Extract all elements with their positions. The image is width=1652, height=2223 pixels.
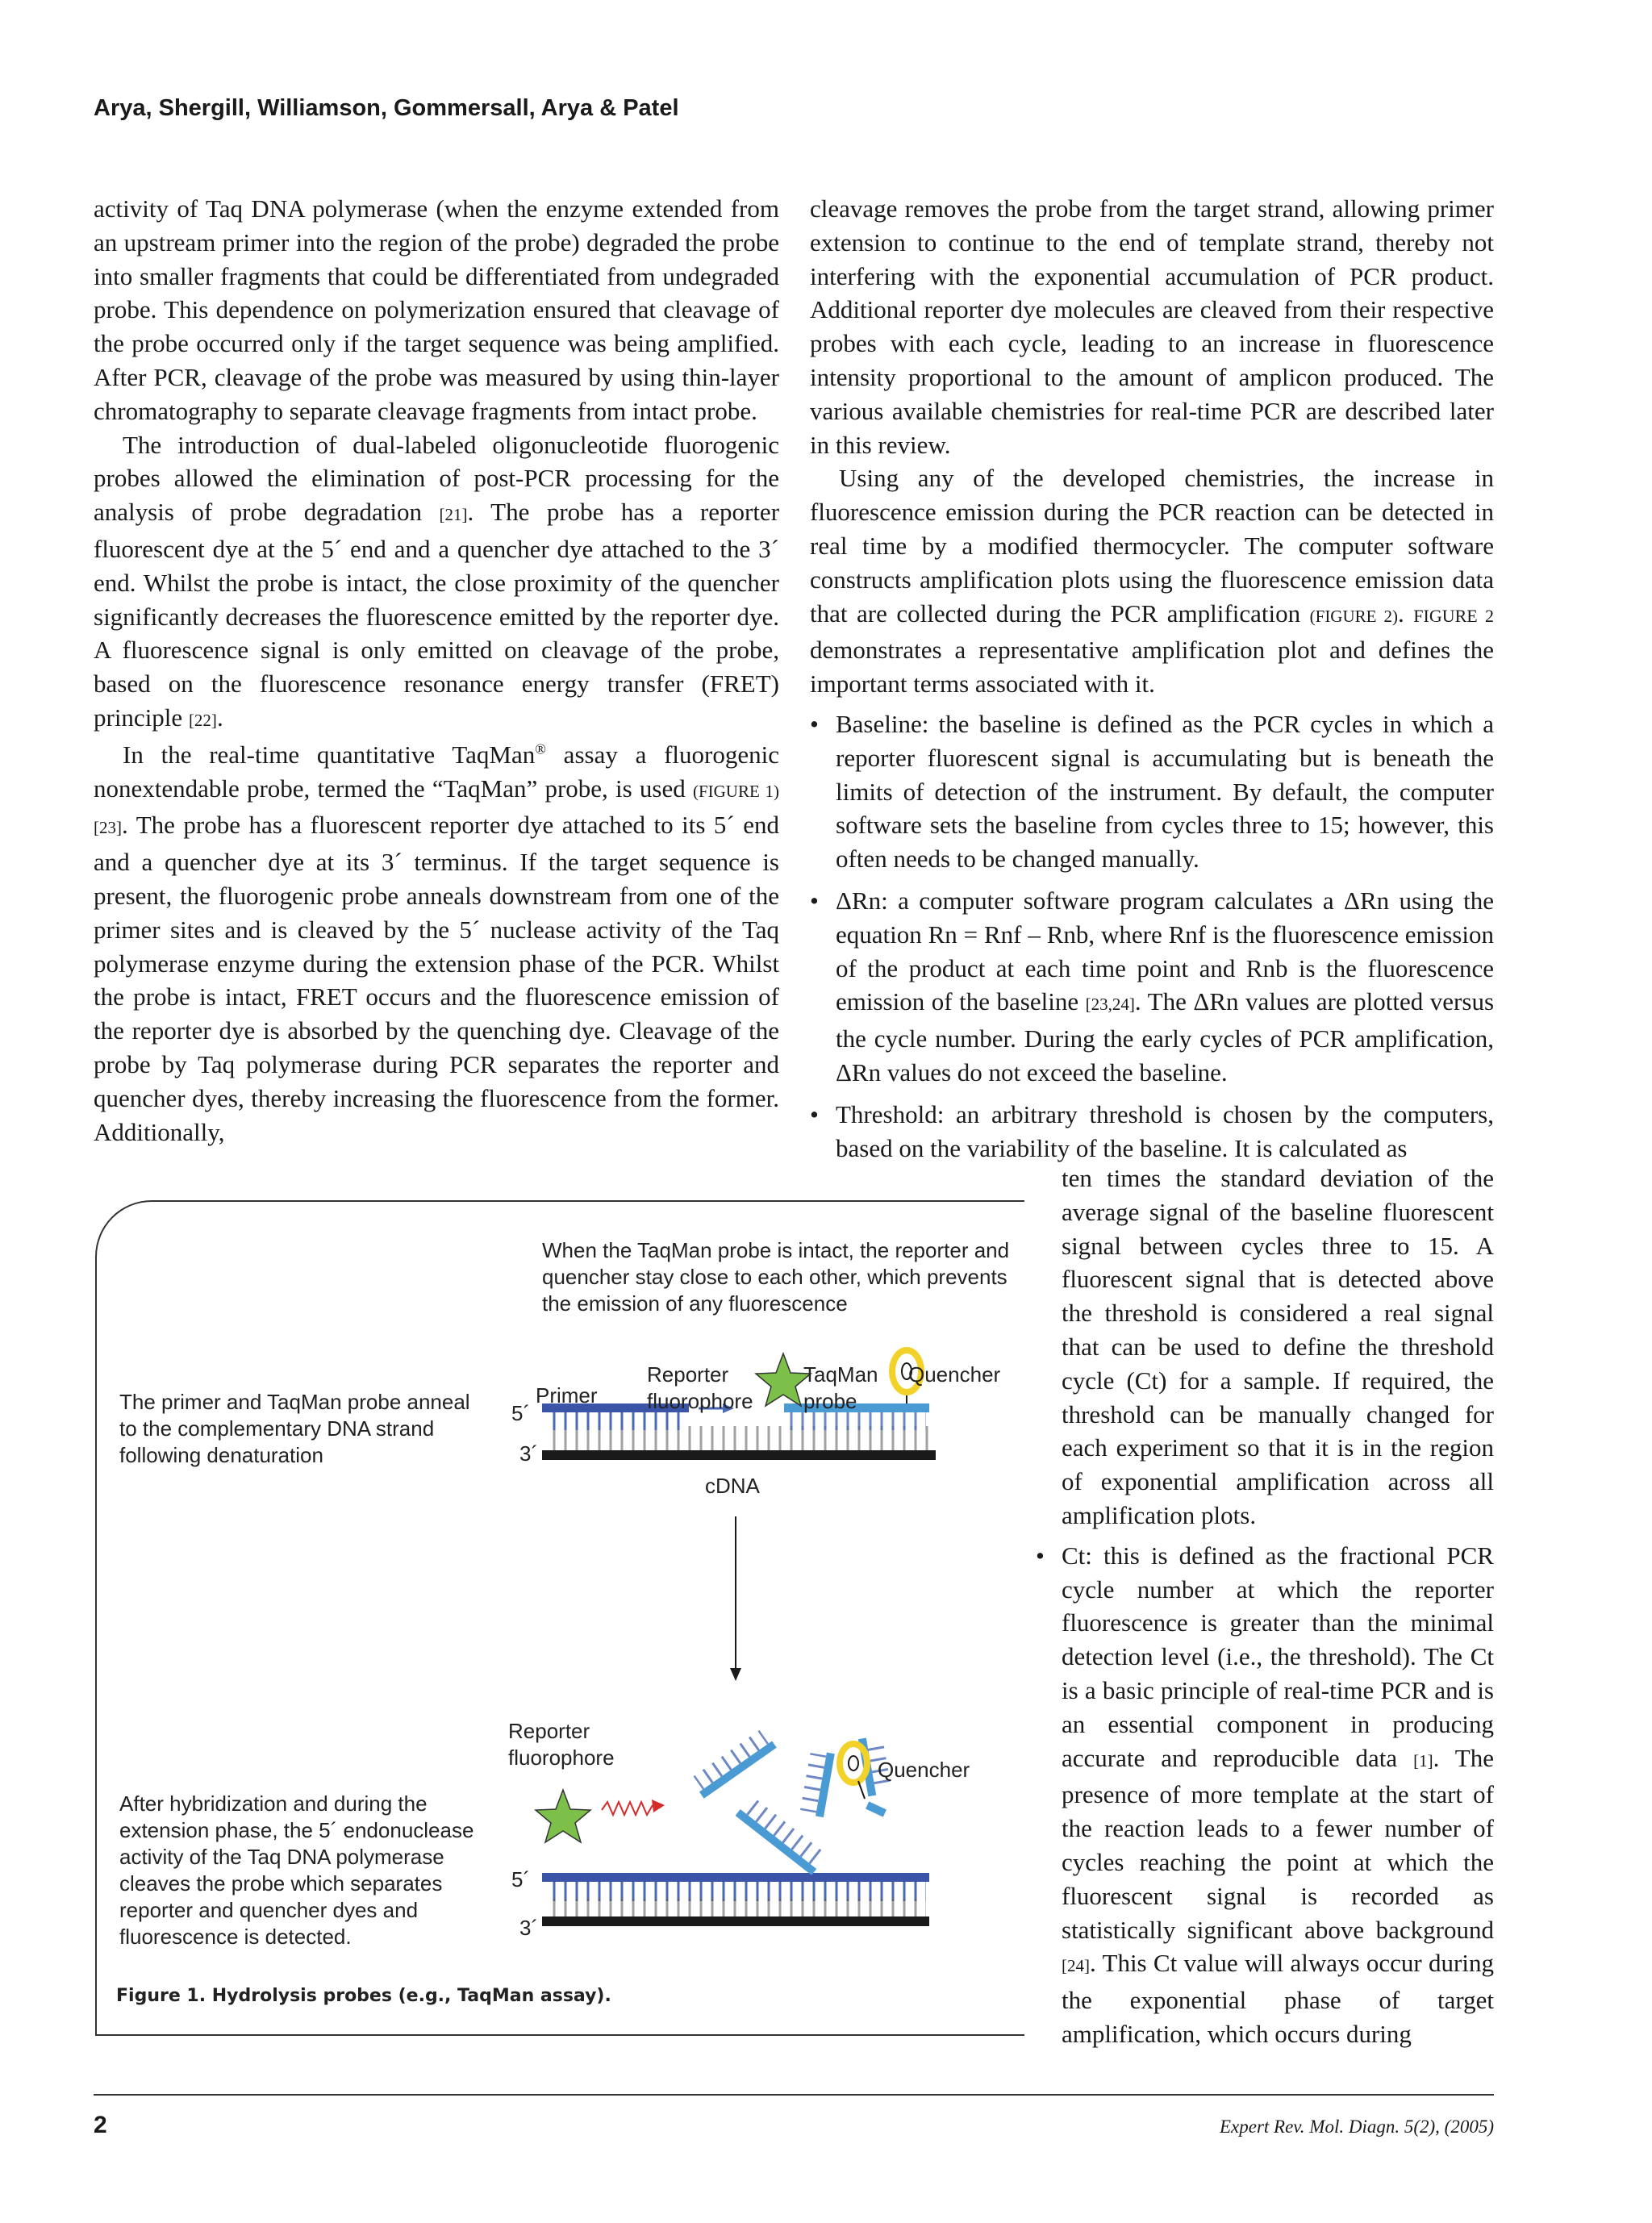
quencher-free [840, 1744, 867, 1799]
citation: [23] [94, 818, 122, 838]
right-column-wrap [1062, 1162, 1494, 2059]
step-1-description: The primer and TaqMan probe anneal to the complementary DNA strand following denaturation [119, 1390, 470, 1467]
list-item: • Baseline: the baseline is defined as the PCR cycles in which a reporter fluorescent signal is accumulating but is beneath the limits of detection of the instrument. By default, the computer software sets the baseline from cycles three to 15; however, this often needs to be changed manually. [810, 707, 1494, 876]
paragraph: cleavage removes the probe from the target strand, allowing primer extension to continue to the end of template strand, thereby not interfering with the exponential accumulation of PCR product. Additional reporter dye molecules are cleaved from their respective probes with each cycle, leading to an increase in fluorescence intensity proportional to the amount of amplicon produced. The various available chemistries for real-time PCR are described later in this review. [810, 194, 1494, 459]
list-item: • Threshold: an arbitrary threshold is chosen by the computers, based on the variability of the baseline. It is calculated as [810, 1098, 1494, 1166]
figure-1 [95, 1200, 1024, 2036]
reporter-label: Reporter fluorophore [647, 1362, 753, 1413]
primer-label: Primer [536, 1383, 598, 1408]
quencher-label: Quencher [908, 1362, 1001, 1387]
figure-note: When the TaqMan probe is intact, the reporter and quencher stay close to each other, which prevents the emission of any fluorescence [542, 1238, 1010, 1316]
cdna-label: cDNA [705, 1474, 760, 1498]
five-prime-label-2: 5´ [511, 1867, 531, 1891]
running-header: Arya, Shergill, Williamson, Gommersall, Arya & Patel [94, 95, 679, 121]
reporter-label-2: Reporter fluorophore [508, 1719, 615, 1770]
figure-ref[interactable]: (FIGURE 1) [692, 781, 780, 801]
left-column [94, 192, 779, 1149]
definition-list [1062, 1539, 1494, 2051]
list-item-continuation: ten times the standard deviation of the average signal of the baseline fluorescent signal between cycles three to 15. A fluorescent signal that is detected above the threshold is considered a real signal that can be used to define the threshold cycle (Ct) for a sample. If required, the threshold can be manually changed for each experiment so that it is in the region of exponential amplification across all amplification plots. [1062, 1164, 1494, 1529]
citation: [1] [1413, 1750, 1433, 1770]
list-item: • Ct: this is defined as the fractional PCR cycle number at which the reporter fluorescence is greater than the minimal detection level (i.e., the threshold). The Ct is a basic principle of real-time PCR and is an essential component in producing accurate and reproducible data [1]. The presence of more template at the start of the reaction leads to a fewer number of cycles reaching the point at which the fluorescent signal is recorded as statistically significant above background [24]. This Ct value will always occur during the exponential phase of target amplification, which occurs during [1036, 1539, 1494, 2051]
citation: [23,24] [1085, 995, 1135, 1015]
citation: [21] [439, 505, 468, 525]
figure-ref[interactable]: FIGURE 2 [1413, 605, 1495, 626]
figure-ref[interactable]: (FIGURE 2) [1309, 606, 1398, 626]
template-strand-1 [542, 1426, 936, 1460]
definition-list [810, 707, 1494, 1165]
page-number: 2 [94, 2112, 107, 2138]
footer-rule [94, 2094, 1494, 2096]
paragraph: In the real-time quantitative TaqMan® assay a fluorogenic nonextendable probe, termed the “TaqMan” probe, is used (FIGURE 1) [23]. The probe has a fluorescent reporter dye attached to its 5´ end and a quencher dye at its 3´ terminus. If the target sequence is present, the fluorogenic probe anneals downstream from one of the primer sites and is cleaved by the 5´ nuclease activity of the Taq polymerase enzyme during the extension phase of the PCR. Whilst the probe is intact, FRET occurs and the fluorescence emission of the reporter dye is absorbed by the quenching dye. Cleavage of the probe by Taq polymerase during PCR separates the reporter and quencher dyes, thereby increasing the fluorescence from the former. Additionally, [94, 740, 780, 1146]
citation: [24] [1062, 1956, 1090, 1976]
paragraph: activity of Taq DNA polymerase (when the enzyme extended from an upstream primer into the region of the probe) degraded the probe into smaller fragments that could be differentiated from undegraded probe. This dependence on polymerization ensured that cleavage of the probe occurred only if the target sequence was being amplified. After PCR, cleavage of the probe was measured by using thin-layer chromatography to separate cleavage fragments from intact probe. [94, 194, 779, 425]
list-item: • ΔRn: a computer software program calculates a ΔRn using the equation Rn = Rnf – Rnb, where Rnf is the fluorescence emission of the product at each time point and Rnb is the fluorescence emission of the baseline [23,24]. The ΔRn values are plotted versus the cycle number. During the early cycles of PCR amplification, ΔRn values do not exceed the baseline. [810, 884, 1494, 1090]
extended-strand [542, 1873, 929, 1926]
five-prime-label: 5´ [511, 1401, 531, 1425]
right-column [810, 192, 1494, 1165]
step-2-description: After hybridization and during the extension phase, the 5´ endonuclease activity of the Taq DNA polymerase cleaves the probe which separates reporter and quencher dyes and fluorescence is detected. [119, 1791, 474, 1949]
three-prime-label-2: 3´ [519, 1916, 539, 1940]
taqman-label: TaqMan probe [803, 1362, 878, 1413]
journal-citation: Expert Rev. Mol. Diagn. 5(2), (2005) [1219, 2117, 1494, 2137]
citation: [22] [188, 710, 217, 730]
paragraph: Using any of the developed chemistries, the increase in fluorescence emission during the PCR reaction can be detected in real time by a modified thermocycler. The computer software constructs amplification plots using the fluorescence emission data that are collected during the PCR amplification (FIGURE 2). FIGURE 2 demonstrates a representative amplification plot and defines the important terms associated with it. [810, 464, 1495, 699]
reporter-free [536, 1790, 665, 1842]
figure-caption: Figure 1. Hydrolysis probes (e.g., TaqMan assay). [116, 1986, 611, 2006]
quencher-label-2: Quencher [878, 1758, 970, 1782]
arrow-down [730, 1516, 741, 1681]
three-prime-label: 3´ [519, 1441, 539, 1466]
paragraph: The introduction of dual-labeled oligonucleotide fluorogenic probes allowed the elimination of post-PCR processing for the analysis of probe degradation [21]. The probe has a reporter fluorescent dye at the 5´ end and a quencher dye attached to the 3´ end. Whilst the probe is intact, the close proximity of the quencher significantly decreases the fluorescence emitted by the reporter dye. A fluorescence signal is only emitted on cleavage of the probe, based on the fluorescence resonance energy transfer (FRET) principle [22]. [94, 430, 780, 732]
